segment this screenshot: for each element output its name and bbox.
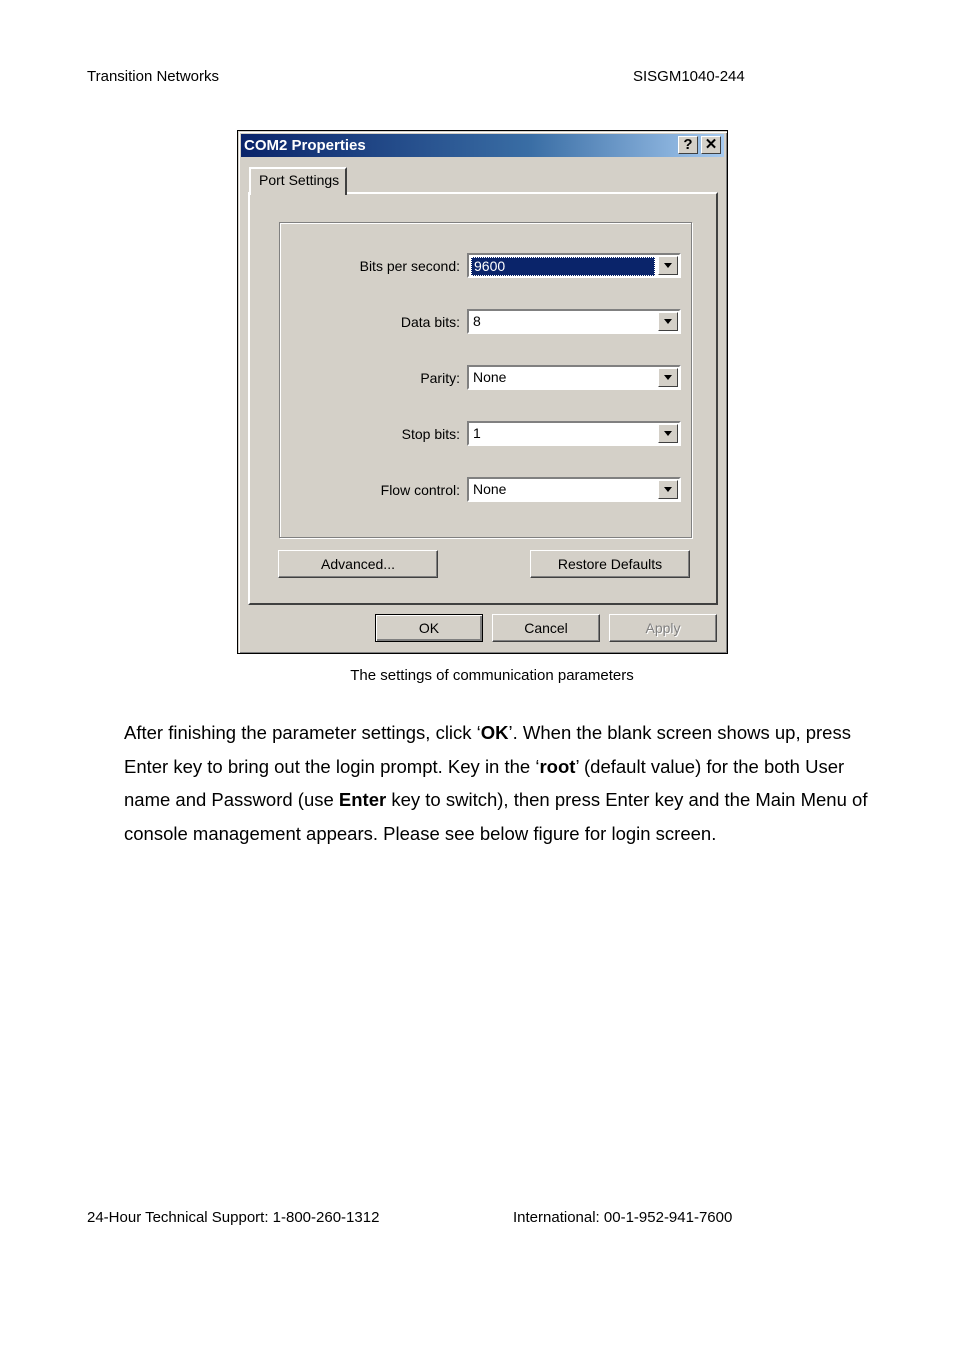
footer-international: International: 00-1-952-941-7600: [513, 1209, 733, 1226]
data-bits-label: Data bits:: [400, 314, 460, 330]
data-bits-value: 8: [473, 313, 481, 329]
ok-button[interactable]: OK: [375, 614, 483, 642]
chevron-down-icon[interactable]: [658, 312, 678, 331]
instruction-paragraph: [124, 716, 884, 850]
restore-defaults-button[interactable]: Restore Defaults: [530, 550, 690, 578]
header-doc-id: SISGM1040-244: [633, 68, 745, 85]
dialog-title: COM2 Properties: [244, 137, 366, 154]
advanced-button[interactable]: Advanced...: [278, 550, 438, 578]
bits-per-second-label: Bits per second:: [359, 258, 460, 274]
help-button[interactable]: [678, 136, 698, 154]
apply-button[interactable]: Apply: [609, 614, 717, 642]
parity-value: None: [473, 369, 507, 385]
dialog-titlebar: [241, 134, 724, 157]
tab-port-settings[interactable]: Port Settings: [249, 167, 347, 195]
chevron-down-icon[interactable]: [658, 368, 678, 387]
port-settings-group: [279, 222, 692, 538]
chevron-down-icon[interactable]: [658, 256, 678, 275]
para-ok: OK: [480, 722, 509, 743]
chevron-down-icon[interactable]: [658, 480, 678, 499]
parity-label: Parity:: [420, 370, 460, 386]
flow-control-label: Flow control:: [380, 482, 460, 498]
para-text-1: After finishing the parameter settings, click ‘: [124, 722, 481, 743]
chevron-down-icon[interactable]: [658, 424, 678, 443]
stop-bits-label: Stop bits:: [401, 426, 460, 442]
header-company: Transition Networks: [87, 68, 219, 85]
para-text-2: ’. When the blank screen shows up, press Enter key to bring out the login prompt. Key in the ‘: [124, 722, 851, 777]
parity-select[interactable]: [467, 365, 681, 390]
help-icon: ?: [683, 136, 693, 153]
bits-per-second-value: 9600: [471, 257, 655, 276]
stop-bits-select[interactable]: [467, 421, 681, 446]
close-icon: ✕: [704, 136, 718, 153]
port-settings-panel: [248, 192, 718, 605]
stop-bits-value: 1: [473, 425, 481, 441]
flow-control-select[interactable]: [467, 477, 681, 502]
para-text-4: key to switch), then press Enter key and the Main Menu of console management appears. Please see below figure for login screen.: [124, 789, 868, 844]
close-button[interactable]: [701, 136, 721, 154]
data-bits-select[interactable]: [467, 309, 681, 334]
cancel-button[interactable]: Cancel: [492, 614, 600, 642]
para-text-3: ’ (default value) for the both User name and Password (use: [124, 755, 845, 810]
com2-properties-dialog: [237, 130, 728, 654]
para-root: root: [539, 755, 576, 777]
para-enter: Enter: [338, 789, 387, 810]
figure-caption: The settings of communication parameters: [350, 667, 634, 684]
flow-control-value: None: [473, 481, 507, 497]
bits-per-second-select[interactable]: [467, 253, 681, 278]
footer-support: 24-Hour Technical Support: 1-800-260-1312: [87, 1209, 380, 1226]
